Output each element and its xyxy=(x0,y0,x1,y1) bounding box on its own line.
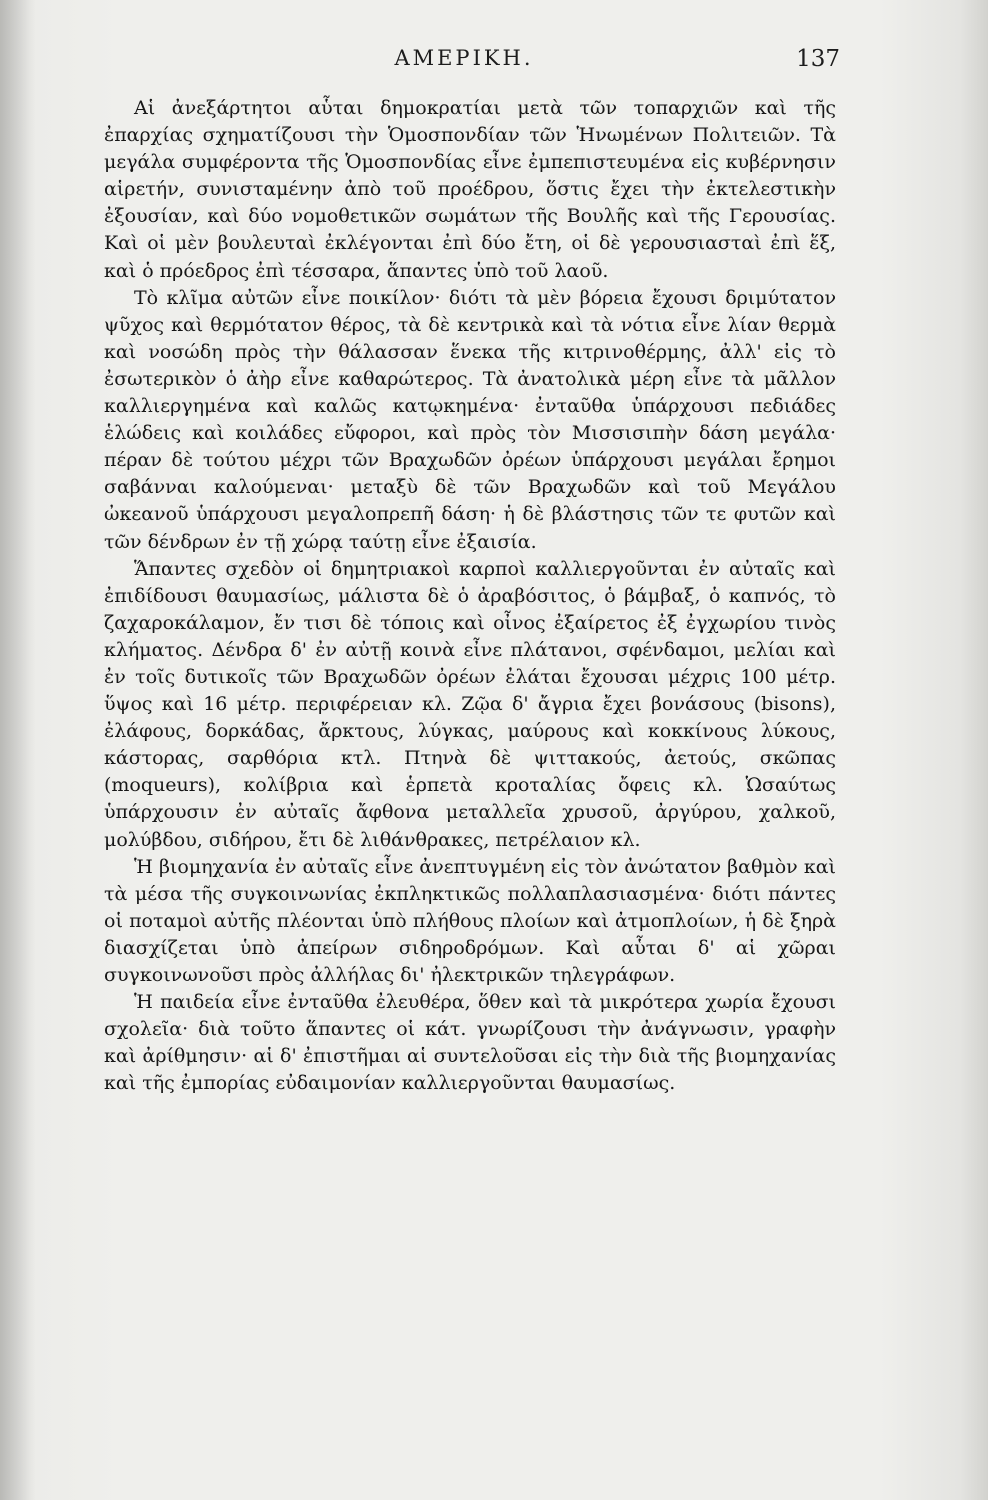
running-head xyxy=(100,46,840,86)
page-number: 137 xyxy=(796,46,840,72)
body-text xyxy=(104,95,836,1097)
paragraph-education: Ἡ παιδεία εἶνε ἐνταῦθα ἐλευθέρα, ὅθεν καὶ τὰ μικρότερα χωρία ἔχουσι σχολεῖα· διὰ τοῦτο ἅπαντες οἱ κάτ. γνωρίζουσι τὴν ἀνάγνωσιν, γραφὴν καὶ ἀρίθμησιν· αἱ δ' ἐπιστῆμαι αἱ συντελοῦσαι εἰς τὴν διὰ τῆς βιομηχανίας καὶ τῆς ἐμπορίας εὐδαιμονίαν καλλιεργοῦνται θαυμασίως. xyxy=(104,991,836,1095)
paragraph-industry: Ἡ βιομηχανία ἐν αὐταῖς εἶνε ἀνεπτυγμένη εἰς τὸν ἀνώτατον βαθμὸν καὶ τὰ μέσα τῆς συγκοινωνίας ἐκπληκτικῶς πολλαπλασιασμένα· διότι πάντες οἱ ποταμοὶ αὐτῆς πλέονται ὑπὸ πλήθους πλοίων καὶ ἀτμοπλοίων, ἡ δὲ ξηρὰ διασχίζεται ὑπὸ ἀπείρων σιδηροδρόμων. Καὶ αὗται δ' αἱ χῶραι συγκοινωνοῦσι πρὸς ἀλλήλας δι' ἠλεκτρικῶν τηλεγράφων. xyxy=(104,855,836,986)
running-head-title: ΑΜΕΡΙΚΗ. xyxy=(394,46,534,70)
paragraph-produce: Ἅπαντες σχεδὸν οἱ δημητριακοὶ καρποὶ καλλιεργοῦνται ἐν αὐταῖς καὶ ἐπιδίδουσι θαυμασίως, μάλιστα δὲ ὁ ἀραβόσιτος, ὁ βάμβαξ, ὁ καπνός, τὸ ζαχαροκάλαμον, ἔν τισι δὲ τόποις καὶ οἶνος ἐξαίρετος ἐξ ἐγχωρίου τινὸς κλήματος. Δένδρα δ' ἐν αὐτῇ κοινὰ εἶνε πλάτανοι, σφένδαμοι, μελίαι καὶ ἐν τοῖς δυτικοῖς τῶν Βραχωδῶν ὀρέων ἐλάται ἔχουσαι μέχρις 100 μέτρ. ὕψος καὶ 16 μέτρ. περιφέρειαν κλ. Ζῷα δ' ἄγρια ἔχει βονάσους (bisons), ἐλάφους, δορκάδας, ἄρκτους, λύγκας, μαύρους καὶ κοκκίνους λύκους, κάστορας, σαρθόρια κτλ. Πτηνὰ δὲ ψιττακούς, ἀετούς, σκῶπας (moqueurs), κολίβρια καὶ ἑρπετὰ κροταλίας ὄφεις κλ. Ὡσαύτως ὑπάρχουσιν ἐν αὐταῖς ἄφθονα μεταλλεῖα χρυσοῦ, ἀργύρου, χαλκοῦ, μολύβδου, σιδήρου, ἔτι δὲ λιθάνθρακες, πετρέλαιον κλ. xyxy=(104,557,836,851)
gutter-shadow xyxy=(0,0,36,1500)
paragraph-federation: Αἱ ἀνεξάρτητοι αὗται δημοκρατίαι μετὰ τῶν τοπαρχιῶν καὶ τῆς ἐπαρχίας σχηματίζουσι τὴν Ὁμοσπονδίαν τῶν Ἡνωμένων Πολιτειῶν. Τὰ μεγάλα συμφέροντα τῆς Ὁμοσπονδίας εἶνε ἐμπεπιστευμένα εἰς κυβέρνησιν αἱρετήν, συνισταμένην ἀπὸ τοῦ προέδρου, ὅστις ἔχει τὴν ἐκτελεστικὴν ἐξουσίαν, καὶ δύο νομοθετικῶν σωμάτων τῆς Βουλῆς καὶ τῆς Γερουσίας. Καὶ οἱ μὲν βουλευταὶ ἐκλέγονται ἐπὶ δύο ἔτη, οἱ δὲ γερουσιασταὶ ἐπὶ ἕξ, καὶ ὁ πρόεδρος ἐπὶ τέσσαρα, ἅπαντες ὑπὸ τοῦ λαοῦ. xyxy=(104,97,836,282)
paragraph-climate: Τὸ κλῖμα αὐτῶν εἶνε ποικίλον· διότι τὰ μὲν βόρεια ἔχουσι δριμύτατον ψῦχος καὶ θερμότατον θέρος, τὰ δὲ κεντρικὰ καὶ τὰ νότια εἶνε λίαν θερμὰ καὶ νοσώδη πρὸς τὴν θάλασσαν ἕνεκα τῆς κιτρινοθέρμης, ἀλλ' εἰς τὸ ἐσωτερικὸν ὁ ἀὴρ εἶνε καθαρώτερος. Τὰ ἀνατολικὰ μέρη εἶνε τὰ μᾶλλον καλλιεργημένα καὶ καλῶς κατῳκημένα· ἐνταῦθα ὑπάρχουσι πεδιάδες ἑλώδεις καὶ κοιλάδες εὔφοροι, καὶ πρὸς τὸν Μισσισιπὴν δάση μεγάλα· πέραν δὲ τούτου μέχρι τῶν Βραχωδῶν ὀρέων ὑπάρχουσι μεγάλαι ἔρημοι σαβάνναι καλούμεναι· μεταξὺ δὲ τῶν Βραχωδῶν καὶ τοῦ Μεγάλου ὠκεανοῦ ὑπάρχουσι μεγαλοπρεπῆ δάση· ἡ δὲ βλάστησις τῶν τε φυτῶν καὶ τῶν δένδρων ἐν τῇ χώρᾳ ταύτῃ εἶνε ἐξαισία. xyxy=(104,286,836,553)
